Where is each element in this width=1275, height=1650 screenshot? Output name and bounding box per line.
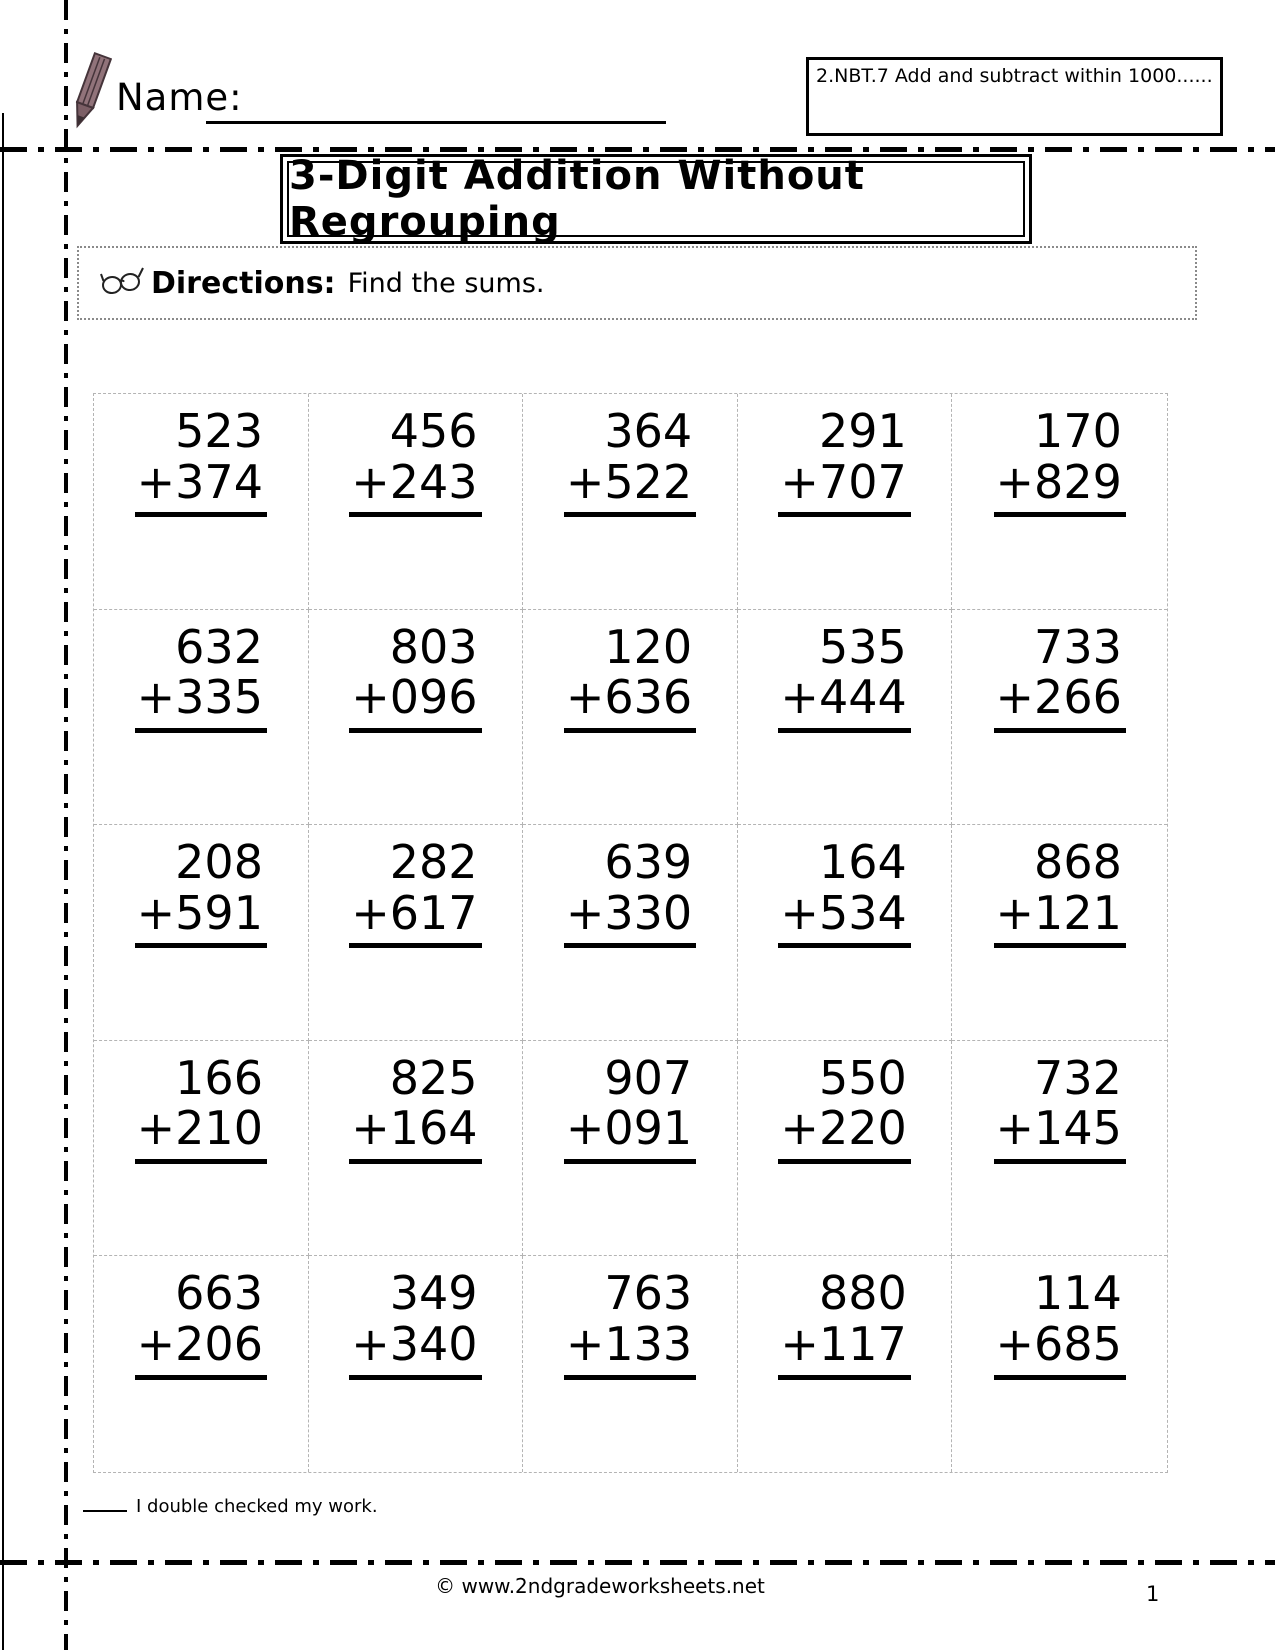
problem-bottom-addend: +335: [135, 672, 267, 733]
page-number: 1: [1146, 1582, 1160, 1606]
standard-box: [806, 57, 1223, 136]
addition-problem: [135, 619, 267, 733]
addition-problem: [994, 406, 1126, 517]
problem-top-addend: 164: [818, 835, 907, 890]
problem-bottom-addend: +243: [349, 457, 481, 518]
problem-top-addend: 535: [818, 619, 907, 674]
problem-cell: [309, 610, 524, 826]
addition-problem: [564, 406, 696, 517]
problem-cell: [523, 825, 738, 1041]
addition-problem: [564, 619, 696, 733]
problem-top-addend: 639: [604, 835, 693, 890]
problem-bottom-addend: +266: [994, 672, 1126, 733]
problem-bottom-addend: +117: [778, 1319, 910, 1380]
addition-problem: [135, 837, 267, 948]
problem-cell: [738, 610, 953, 826]
problem-bottom-addend: +210: [135, 1103, 267, 1164]
glasses-icon: [99, 265, 145, 301]
problem-top-addend: 114: [1034, 1266, 1122, 1321]
problem-top-addend: 291: [818, 404, 907, 458]
problem-top-addend: 170: [1034, 404, 1122, 458]
addition-problem: [778, 619, 910, 733]
problem-bottom-addend: +340: [349, 1319, 481, 1380]
problem-bottom-addend: +829: [994, 457, 1126, 518]
page-title: 3-Digit Addition Without Regrouping: [287, 161, 1025, 237]
double-check-line: [83, 1494, 378, 1517]
problems-grid: [93, 393, 1168, 1473]
problem-top-addend: 880: [818, 1266, 907, 1321]
problem-bottom-addend: +206: [135, 1319, 267, 1380]
page-edge-line: [2, 113, 4, 1650]
addition-problem: [135, 1050, 267, 1164]
problem-bottom-addend: +444: [778, 672, 910, 733]
problem-cell: [952, 610, 1167, 826]
directions-label: Directions:: [151, 265, 336, 301]
problem-top-addend: 120: [604, 619, 693, 674]
problem-cell: [523, 610, 738, 826]
problem-top-addend: 166: [175, 1050, 263, 1105]
problem-cell: [738, 394, 953, 610]
problem-bottom-addend: +707: [778, 457, 910, 518]
addition-problem: [778, 1268, 910, 1379]
problem-bottom-addend: +534: [778, 888, 910, 949]
problem-top-addend: 523: [175, 404, 263, 458]
problem-top-addend: 763: [604, 1266, 693, 1321]
problem-top-addend: 732: [1034, 1050, 1122, 1105]
problem-bottom-addend: +685: [994, 1319, 1126, 1380]
problem-cell: [309, 1256, 524, 1472]
addition-problem: [349, 1268, 481, 1379]
problem-bottom-addend: +591: [135, 888, 267, 949]
footer-dashdot-rule: [0, 1560, 1275, 1565]
problem-cell: [94, 394, 309, 610]
problem-top-addend: 364: [604, 404, 693, 458]
problem-bottom-addend: +133: [564, 1319, 696, 1380]
directions-text: Find the sums.: [347, 267, 545, 299]
problem-top-addend: 825: [389, 1050, 478, 1105]
addition-problem: [135, 406, 267, 517]
problem-top-addend: 868: [1034, 835, 1122, 890]
problem-cell: [309, 1041, 524, 1257]
problem-bottom-addend: +374: [135, 457, 267, 518]
problem-cell: [523, 1041, 738, 1257]
problem-bottom-addend: +091: [564, 1103, 696, 1164]
name-label: Name:: [116, 76, 243, 119]
problem-top-addend: 208: [175, 835, 263, 890]
problem-top-addend: 803: [389, 619, 478, 674]
check-blank-line: [83, 1494, 127, 1512]
addition-problem: [349, 837, 481, 948]
problem-cell: [952, 825, 1167, 1041]
problem-cell: [738, 825, 953, 1041]
addition-problem: [564, 1050, 696, 1164]
addition-problem: [994, 1268, 1126, 1379]
addition-problem: [349, 1050, 481, 1164]
problem-top-addend: 282: [389, 835, 478, 890]
problem-cell: [952, 1256, 1167, 1472]
copyright-credit: © www.2ndgradeworksheets.net: [435, 1574, 765, 1598]
problem-bottom-addend: +330: [564, 888, 696, 949]
addition-problem: [994, 619, 1126, 733]
problem-cell: [523, 394, 738, 610]
pencil-icon: [68, 48, 112, 142]
addition-problem: [349, 406, 481, 517]
addition-problem: [564, 1268, 696, 1379]
problem-top-addend: 663: [175, 1266, 263, 1321]
problem-top-addend: 349: [389, 1266, 478, 1321]
directions-box: [77, 246, 1197, 320]
addition-problem: [349, 619, 481, 733]
name-blank-line: [206, 121, 666, 124]
addition-problem: [778, 1050, 910, 1164]
addition-problem: [778, 837, 910, 948]
problem-bottom-addend: +121: [994, 888, 1126, 949]
problem-bottom-addend: +096: [349, 672, 481, 733]
problem-top-addend: 907: [604, 1050, 693, 1105]
problem-cell: [952, 1041, 1167, 1257]
check-text: I double checked my work.: [136, 1496, 378, 1517]
problem-bottom-addend: +145: [994, 1103, 1126, 1164]
addition-problem: [994, 837, 1126, 948]
problem-bottom-addend: +522: [564, 457, 696, 518]
problem-cell: [94, 825, 309, 1041]
problem-top-addend: 733: [1034, 619, 1122, 674]
problem-cell: [94, 1041, 309, 1257]
problem-cell: [738, 1256, 953, 1472]
header-dashdot-rule: [0, 147, 1275, 152]
problem-bottom-addend: +164: [349, 1103, 481, 1164]
problem-top-addend: 550: [818, 1050, 907, 1105]
problem-bottom-addend: +220: [778, 1103, 910, 1164]
problem-cell: [309, 394, 524, 610]
problem-bottom-addend: +636: [564, 672, 696, 733]
problem-top-addend: 456: [389, 404, 478, 458]
addition-problem: [994, 1050, 1126, 1164]
problem-cell: [738, 1041, 953, 1257]
problem-cell: [523, 1256, 738, 1472]
problem-bottom-addend: +617: [349, 888, 481, 949]
addition-problem: [778, 406, 910, 517]
problem-top-addend: 632: [175, 619, 263, 674]
addition-problem: [564, 837, 696, 948]
standard-text: 2.NBT.7 Add and subtract within 1000......: [816, 65, 1213, 87]
problem-cell: [952, 394, 1167, 610]
problem-cell: [309, 825, 524, 1041]
margin-dashdot-vertical: [64, 0, 68, 1650]
addition-problem: [135, 1268, 267, 1379]
problem-cell: [94, 610, 309, 826]
problem-cell: [94, 1256, 309, 1472]
title-box: [280, 154, 1032, 244]
